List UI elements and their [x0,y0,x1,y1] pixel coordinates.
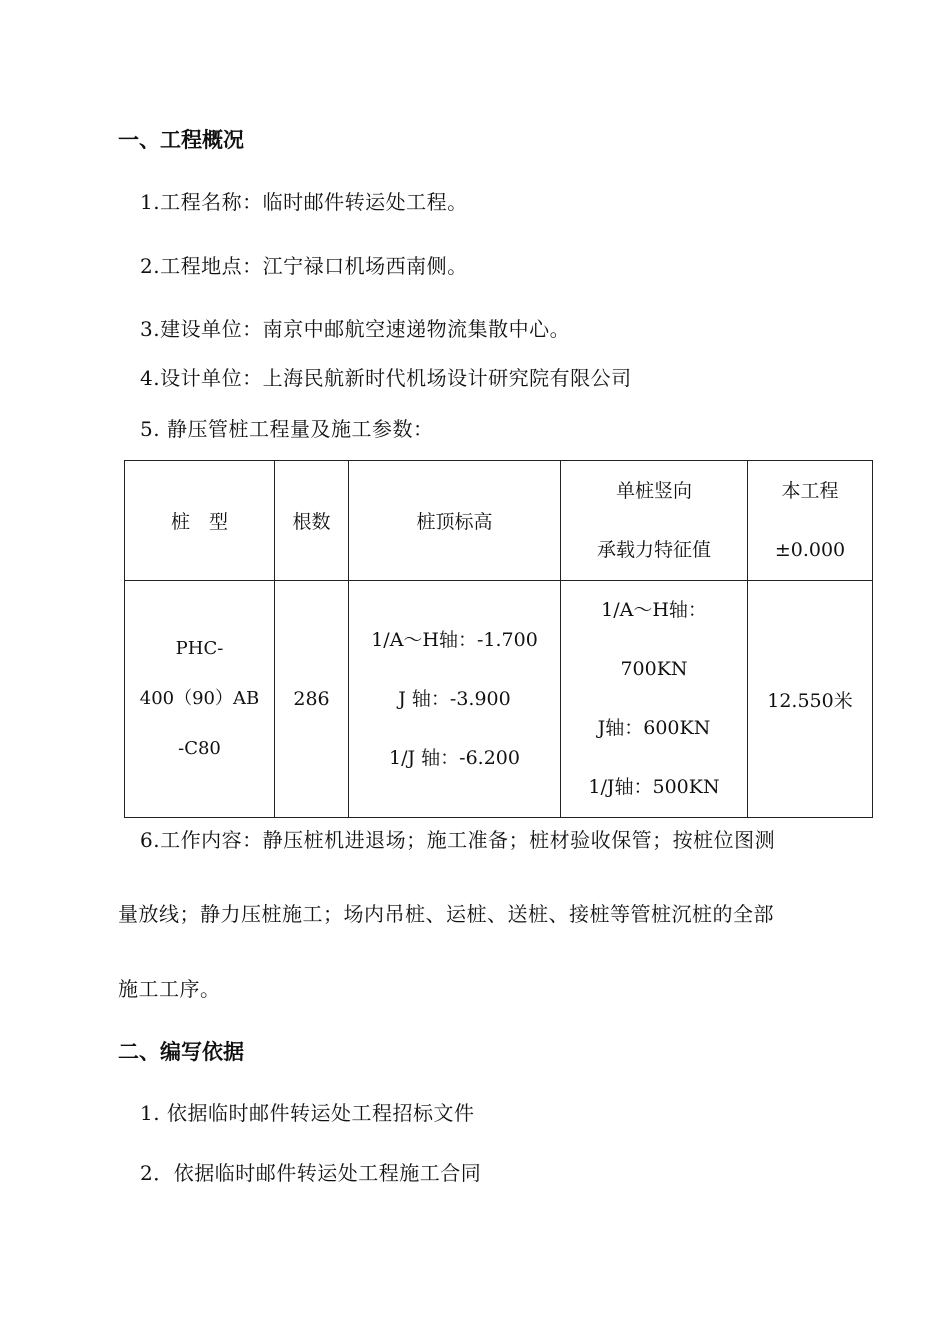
section-1-title: 一、工程概况 [118,128,244,152]
builder-unit-item: 3.建设单位：南京中邮航空速递物流集散中心。 [140,317,571,341]
header-count: 根数 [275,461,349,581]
table-header-row [125,461,873,581]
pile-params-item: 5. 静压管桩工程量及施工参数： [140,417,434,441]
cell-capacity: 1/A～H轴： 700KN J轴：600KN 1/J轴：500KN [561,581,748,818]
header-project-zero: 本工程 ±0.000 [748,461,873,581]
header-pile-type: 桩 型 [125,461,275,581]
basis-item-1: 1. 依据临时邮件转运处工程招标文件 [140,1101,475,1125]
cell-project-value: 12.550米 [748,581,873,818]
project-location-item: 2.工程地点：江宁禄口机场西南侧。 [140,254,468,278]
cell-count: 286 [275,581,349,818]
pile-parameters-table [124,460,872,809]
work-content-line-2: 量放线；静力压桩施工；场内吊桩、运桩、送桩、接桩等管桩沉桩的全部 [118,902,774,926]
cell-top-elevation: 1/A～H轴：-1.700 J 轴：-3.900 1/J 轴：-6.200 [349,581,561,818]
header-top-elevation: 桩顶标高 [349,461,561,581]
section-2-title: 二、编写依据 [118,1040,244,1064]
design-unit-item: 4.设计单位：上海民航新时代机场设计研究院有限公司 [140,366,632,390]
cell-pile-type: PHC- 400（90）AB -C80 [125,581,275,818]
work-content-line-3: 施工工序。 [118,977,221,1001]
project-name-item: 1.工程名称：临时邮件转运处工程。 [140,190,468,214]
table-row [125,581,873,818]
basis-item-2: 2．依据临时邮件转运处工程施工合同 [140,1161,482,1185]
header-capacity: 单桩竖向 承载力特征值 [561,461,748,581]
work-content-line-1: 6.工作内容：静压桩机进退场；施工准备；桩材验收保管；按桩位图测 [140,828,776,852]
